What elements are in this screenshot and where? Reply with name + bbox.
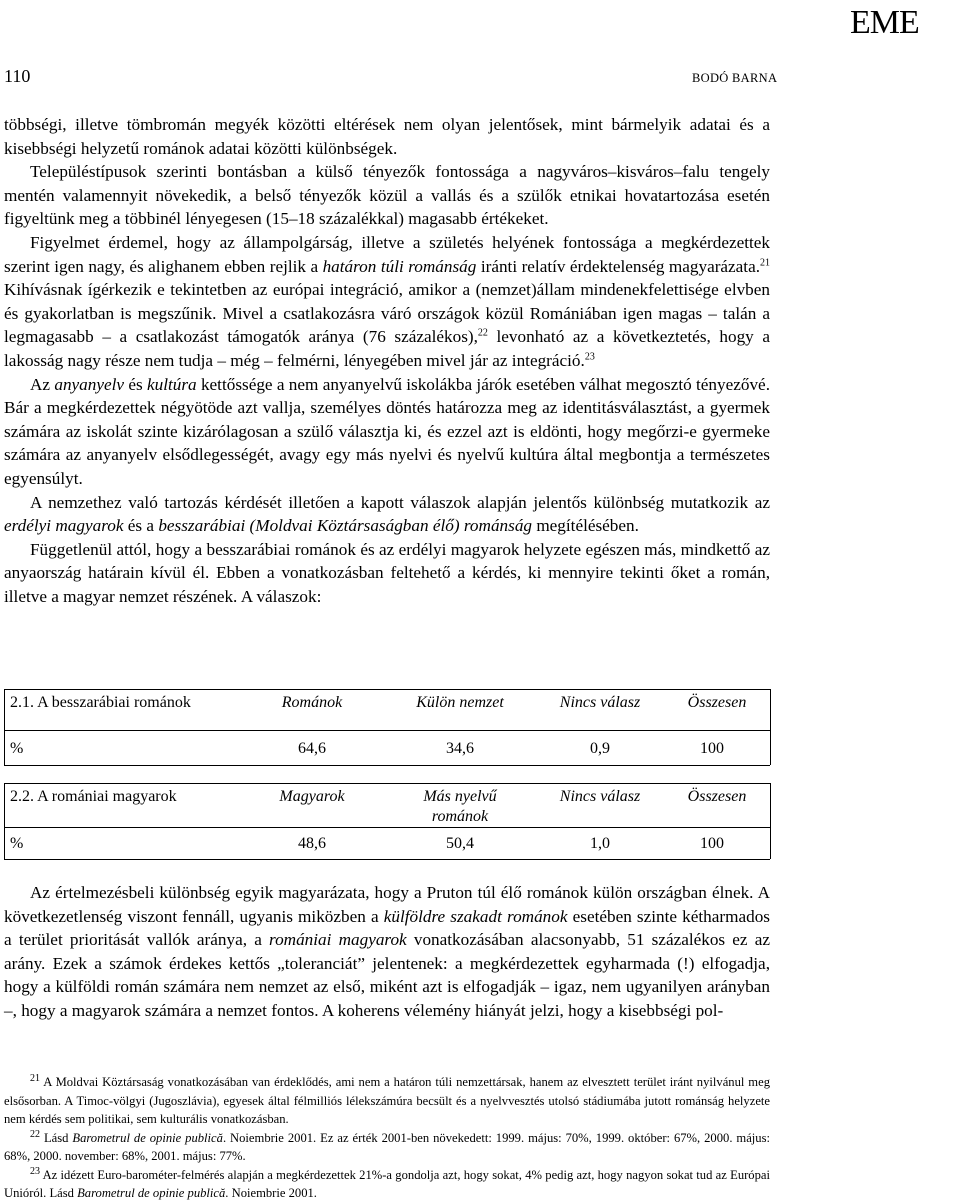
table1-left-rule-2	[4, 730, 5, 765]
publisher-logo: EME	[850, 4, 919, 41]
footnote-21-text: A Moldvai Köztársaság vonatkozásában van érdeklődés, ami nem a határon túli nemzettársak, hanem az elvesztett terület iránt nyilvánul meg elsősorban. A Timoc-völgyi (Jugoszlávia), egyesek által félmilliós lélekszámúra becsült és a nyelvvesztés utolsó stádiumába jutott románság helyzete nem kérdés sem politikai, sem kulturális vonatkozásban.	[4, 1075, 770, 1126]
table1-top-rule	[4, 689, 770, 690]
footnote-ref-21[interactable]: 21	[760, 256, 771, 268]
table2-header-nincs: Nincs válasz	[559, 788, 641, 805]
table2-cell-mas: 50,4	[446, 835, 474, 852]
paragraph-3-italic: határon túli románság	[322, 256, 477, 276]
table2-header-label: 2.2. A romániai magyarok	[10, 788, 177, 805]
paragraph-7-italic-a: külföldre szakadt románok	[383, 906, 568, 926]
page-number: 110	[4, 66, 31, 86]
paragraph-3-text-d: Kihívásnak ígérkezik e tekintetben az európai integráció, amikor a (nemzet)állam mindenekfelettisége elvben és gyakorlatban is megszűnik. Mivel a csatlakozásra váró országok közül Romániában igen magas – talán a legmagasabb – a csatlakozást támogatók aránya (76 százalékos),	[4, 280, 770, 347]
table1-header-label: 2.1. A besszarábiai románok	[10, 694, 191, 711]
table1-left-rule	[4, 689, 5, 730]
footnote-22-italic: Barometrul de opinie publică	[72, 1130, 223, 1145]
table2-cell-osszesen: 100	[700, 835, 724, 852]
footnote-21-number: 21	[30, 1072, 40, 1084]
table2-header-osszesen: Összesen	[687, 788, 747, 805]
paragraph-5-text-e: megítélésében.	[532, 516, 639, 536]
table1-row-label: %	[10, 740, 24, 757]
paragraph-6-text: Függetlenül attól, hogy a besszarábiai románok és az erdélyi magyarok helyzete egészen más, mindkettő az anyaország határain kívül él. Ebben a vonatkozásban feltehető a kérdés, ki mennyire tekinti őket a román, illetve a magyar nemzet részének. A válaszok:	[4, 539, 770, 606]
table2-bottom-rule	[4, 859, 770, 860]
table1-cell-romanok: 64,6	[298, 740, 326, 757]
paragraph-7-italic-b: romániai magyarok	[269, 930, 407, 950]
table1-mid-rule	[4, 730, 770, 731]
footnote-ref-23[interactable]: 23	[584, 351, 595, 363]
footnote-ref-22[interactable]: 22	[477, 327, 488, 339]
paragraph-3-text-a: Figyelmet érdemel, hogy az állampolgárság, illetve a születés helyének fontossága a megkérdezettek szerint igen nagy, és alighanem ebben rejlik a	[4, 232, 770, 276]
paragraph-7-text-c: esetében szinte kétharmados a terület prioritását vallók aránya, a	[4, 906, 770, 950]
table1-header-osszesen: Összesen	[687, 694, 747, 711]
paragraph-2	[4, 160, 770, 231]
paragraph-4-text-c: és	[124, 374, 147, 394]
footnote-22-text-a: Lásd	[40, 1130, 73, 1145]
table2-cell-nincs: 1,0	[590, 835, 610, 852]
footnote-23-text-c: . Noiembrie 2001.	[225, 1186, 317, 1200]
table1-right-rule-2	[770, 730, 771, 765]
paragraph-7-text-e: vonatkozásában alacsonyabb, 51 százalékos ez az arány. Ezek a számok érdekes kettős „toleranciát” jelentenek: a megkérdezettek egyharmada (!) elfogadja, hogy a külföldi román számára nem nemzet az első, miként azt is elfogadják – igaz, nem ugyanilyen arányban –, hogy a magyarok számára a nemzet fontos. A koherens vélemény hiányát jelzi, hogy a kisebbségi pol-	[4, 930, 770, 1020]
paragraph-3-text-c: iránti relatív érdektelenség magyarázata.	[476, 256, 761, 276]
table1-cell-osszesen: 100	[700, 740, 724, 757]
table1-header-romanok: Románok	[281, 694, 343, 711]
paragraph-5-text-c: és a	[123, 516, 159, 536]
body-text	[4, 113, 770, 608]
paragraph-5-italic-b: besszarábiai (Moldvai Köztársaságban élő) románság	[158, 516, 533, 536]
table2-cell-magyarok: 48,6	[298, 835, 326, 852]
footnotes	[4, 1073, 770, 1203]
footnote-23-italic: Barometrul de opinie publică	[77, 1186, 226, 1200]
paragraph-3	[4, 231, 770, 373]
table2-mid-rule	[4, 827, 770, 828]
paragraph-4-italic-b: kultúra	[146, 374, 197, 394]
table2-left-rule	[4, 783, 5, 827]
table2-top-rule	[4, 783, 770, 784]
paragraph-7	[4, 881, 770, 1023]
paragraph-5-italic-a: erdélyi magyarok	[4, 516, 124, 536]
running-head: BODÓ BARNA	[692, 71, 778, 85]
paragraph-5-text-a: A nemzethez való tartozás kérdését illetően a kapott válaszok alapján jelentős különbség mutatkozik az	[30, 492, 770, 512]
paragraph-1-text: többségi, illetve tömbromán megyék közötti eltérések nem olyan jelentősek, mint bármelyik adatai és a kisebbségi helyzetű románok adatai közötti különbségek.	[4, 115, 770, 158]
paragraph-2-text: Településtípusok szerinti bontásban a külső tényezők fontossága a nagyváros–kisváros–falu tengely mentén valamennyit növekedik, a belső tényezők közül a vallás és a szülők etnikai hovatartozása esetén figyeltünk meg a többinél lényegesen (15–18 százalékkal) magasabb értékeket.	[4, 162, 770, 229]
footnote-21	[4, 1073, 770, 1129]
table2-header-magyarok: Magyarok	[279, 788, 345, 805]
footnote-23-number: 23	[30, 1165, 40, 1177]
table2-header-mas: Más nyelvű románok	[423, 788, 497, 825]
paragraph-3-text-e: levonható az a következtetés, hogy a lakosság nagy része nem tudja – még – felmérni, lényegében mivel jár az integráció.	[4, 327, 770, 370]
paragraph-4-text-e: kettőssége a nem anyanyelvű iskolákba járók esetében válhat megosztó tényezővé. Bár a megkérdezettek négyötöde azt vallja, személyes döntés határozza meg az identitásválasztást, a gyermek számára az iskolát szinte kizárólagosan a szülő választja ki, és ezzel azt is eldönti, hogy megőrzi-e gyermeke számára az anyanyelv elsődlegességét, avagy egy más nyelvi és nyelvű kultúra által megbontja a természetes egyensúlyt.	[4, 374, 770, 488]
table2-right-rule-2	[770, 827, 771, 859]
footnote-22-text-c: . Noiembrie 2001. Ez az érték 2001-ben növekedett: 1999. május: 70%, 1999. október: 67%, 2000. május: 68%, 2000. november: 68%, 2001. május: 77%.	[4, 1130, 771, 1163]
paragraph-1	[4, 113, 770, 160]
footnote-23	[4, 1166, 770, 1203]
table1-cell-nincs: 0,9	[590, 740, 610, 757]
paragraph-5	[4, 491, 770, 538]
paragraph-4	[4, 373, 770, 491]
footnote-22-number: 22	[30, 1128, 40, 1140]
table1-bottom-rule	[4, 765, 770, 766]
paragraph-6	[4, 538, 770, 609]
table1-header-nincs: Nincs válasz	[559, 694, 641, 711]
table2-row-label: %	[10, 835, 24, 852]
table1-cell-kulon: 34,6	[446, 740, 474, 757]
footnote-23-text-a: Az idézett Euro-barométer-felmérés alapján a megkérdezettek 21%-a gondolja azt, hogy sokat, 4% pedig azt, hogy nagyon sokat tud az Európai Unióról. Lásd	[4, 1167, 770, 1200]
paragraph-4-text-a: Az	[30, 374, 55, 394]
body-text-2	[4, 881, 770, 1023]
footnote-22	[4, 1129, 770, 1166]
table1-header-kulon: Külön nemzet	[416, 694, 504, 711]
paragraph-4-italic-a: anyanyelv	[54, 374, 125, 394]
paragraph-7-text-a: Az értelmezésbeli különbség egyik magyarázata, hogy a Pruton túl élő románok külön országban élnek. A következetlenség viszont fennáll, ugyanis miközben a	[4, 883, 770, 926]
table2-left-rule-2	[4, 827, 5, 859]
